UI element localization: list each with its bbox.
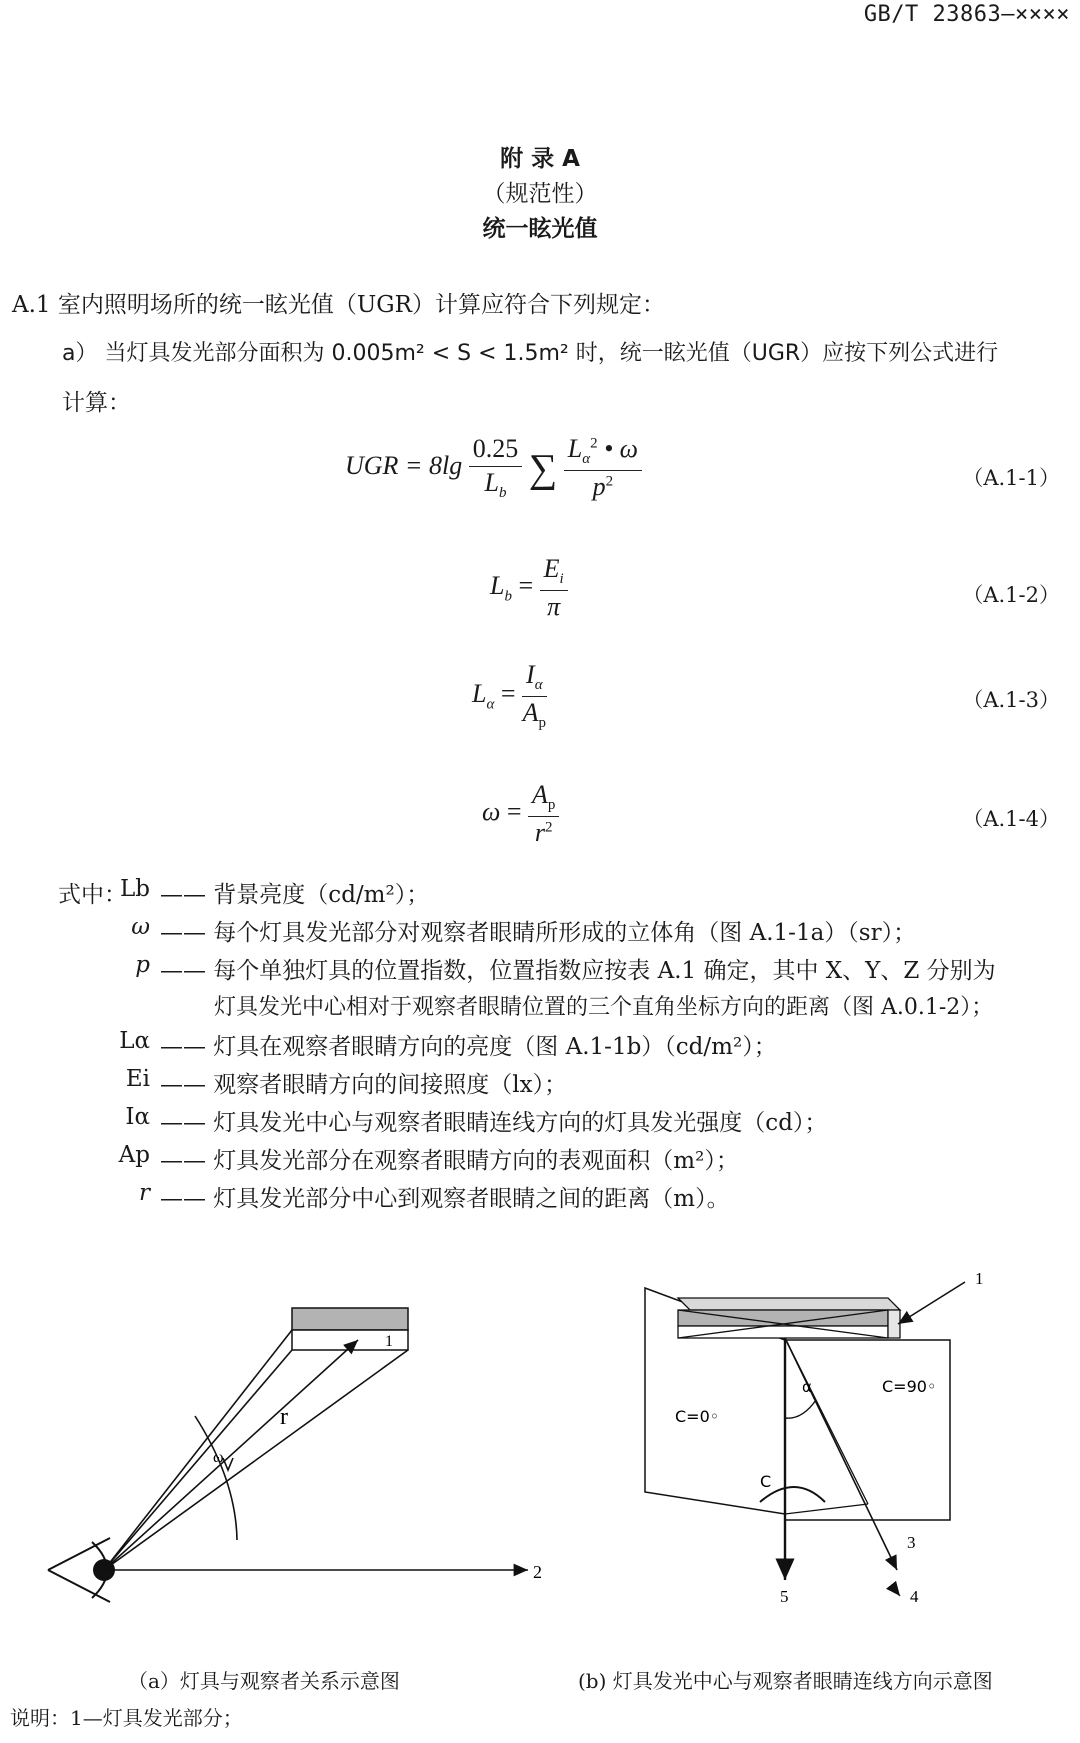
fraction: $\frac{E_i}{\pi}$: [540, 555, 568, 621]
figure-a-caption: （a）灯具与观察者关系示意图: [128, 1669, 400, 1693]
label-3: 3: [907, 1533, 916, 1552]
figure-a-diagram: [0, 1280, 560, 1620]
def-symbol: Lb: [120, 876, 150, 902]
alpha-arc: [785, 1400, 816, 1418]
def-symbol: Lα: [119, 1028, 150, 1054]
standard-code: GB/T 23863—××××: [863, 2, 1070, 27]
label-1: 1: [975, 1269, 984, 1288]
equation-a1-3: $L_\alpha$ = $\frac{I_\alpha}{A_p}$: [472, 660, 546, 731]
equation-number: （A.1-1）: [962, 466, 1060, 490]
label-omega: ω: [213, 1449, 224, 1466]
label-2: 2: [533, 1562, 542, 1582]
figure-note: 说明：1—灯具发光部分；: [10, 1706, 243, 1730]
clause-a1: A.1 室内照明场所的统一眩光值（UGR）计算应符合下列规定：: [12, 292, 665, 318]
def-text: —— 灯具发光部分在观察者眼睛方向的表观面积（m²）；: [160, 1148, 739, 1174]
label-4: 4: [910, 1587, 919, 1606]
appendix-title: 附 录 A: [500, 146, 580, 172]
fraction: $\frac{A_p}{r^2}$: [528, 781, 559, 847]
luminaire-top: [292, 1308, 408, 1330]
fraction: $\frac{I_\alpha}{A_p}$: [522, 660, 546, 731]
equation-a1-4: ω = $\frac{A_p}{r^2}$: [482, 781, 559, 847]
item-a-line1: a） 当灯具发光部分面积为 0.005m² < S < 1.5m² 时，统一眩光值（UGR）应按下列公式进行: [62, 341, 999, 366]
equation-number: （A.1-4）: [962, 807, 1060, 831]
definitions-intro: 式中：: [58, 882, 127, 908]
plane-c90: [785, 1340, 950, 1520]
r-arrow: [104, 1340, 358, 1570]
label-5: 5: [780, 1587, 789, 1606]
appendix-nature: （规范性）: [482, 181, 598, 207]
label-r: r: [280, 1404, 288, 1430]
figure-b-diagram: [620, 1269, 1020, 1610]
def-symbol: Ap: [118, 1142, 150, 1168]
label-1: 1: [385, 1333, 393, 1350]
def-symbol: Iα: [125, 1104, 150, 1130]
label-1-arrow: [898, 1282, 965, 1324]
def-symbol: r: [139, 1180, 150, 1206]
equation-number: （A.1-3）: [962, 688, 1060, 712]
def-text: —— 灯具在观察者眼睛方向的亮度（图 A.1-1b）（cd/m²）；: [160, 1034, 777, 1060]
figure-b-caption: (b) 灯具发光中心与观察者眼睛连线方向示意图: [578, 1669, 993, 1693]
def-text: —— 观察者眼睛方向的间接照度（lx）；: [160, 1072, 568, 1098]
appendix-subject: 统一眩光值: [482, 216, 598, 242]
def-text: —— 每个单独灯具的位置指数，位置指数应按表 A.1 确定，其中 X、Y、Z 分别为: [160, 958, 996, 984]
label-c90: C=90◦: [882, 1377, 937, 1396]
def-symbol: ω: [131, 914, 150, 940]
label-alpha: α: [802, 1378, 812, 1396]
equation-a1-1: UGR = 8lg $\frac{0.25}{L_b}$ ∑ $\frac{L_\alpha^2 • \omega}{p^2}$: [345, 435, 642, 501]
fraction: $\frac{0.25}{L_b}$: [469, 435, 523, 501]
def-text: —— 灯具发光部分中心到观察者眼睛之间的距离（m）。: [160, 1186, 730, 1212]
label-c0: C=0◦: [675, 1407, 720, 1426]
def-text: —— 背景亮度（cd/m²）；: [160, 882, 430, 908]
def-text: —— 灯具发光中心与观察者眼睛连线方向的灯具发光强度（cd）；: [160, 1110, 828, 1136]
fraction: $\frac{L_\alpha^2 • \omega}{p^2}$: [564, 435, 642, 501]
def-text: —— 每个灯具发光部分对观察者眼睛所形成的立体角（图 A.1-1a）（sr）；: [160, 920, 917, 946]
equation-number: （A.1-2）: [962, 583, 1060, 607]
arrow-4: [892, 1586, 900, 1596]
label-c: C: [760, 1472, 772, 1491]
item-a-line2: 计算：: [62, 390, 131, 416]
equation-a1-2: $L_b$ = $\frac{E_i}{\pi}$: [490, 555, 568, 621]
def-symbol: p: [135, 952, 150, 978]
def-symbol: Ei: [125, 1066, 150, 1092]
def-text-cont: 灯具发光中心相对于观察者眼睛位置的三个直角坐标方向的距离（图 A.0.1-2）；: [214, 995, 994, 1020]
